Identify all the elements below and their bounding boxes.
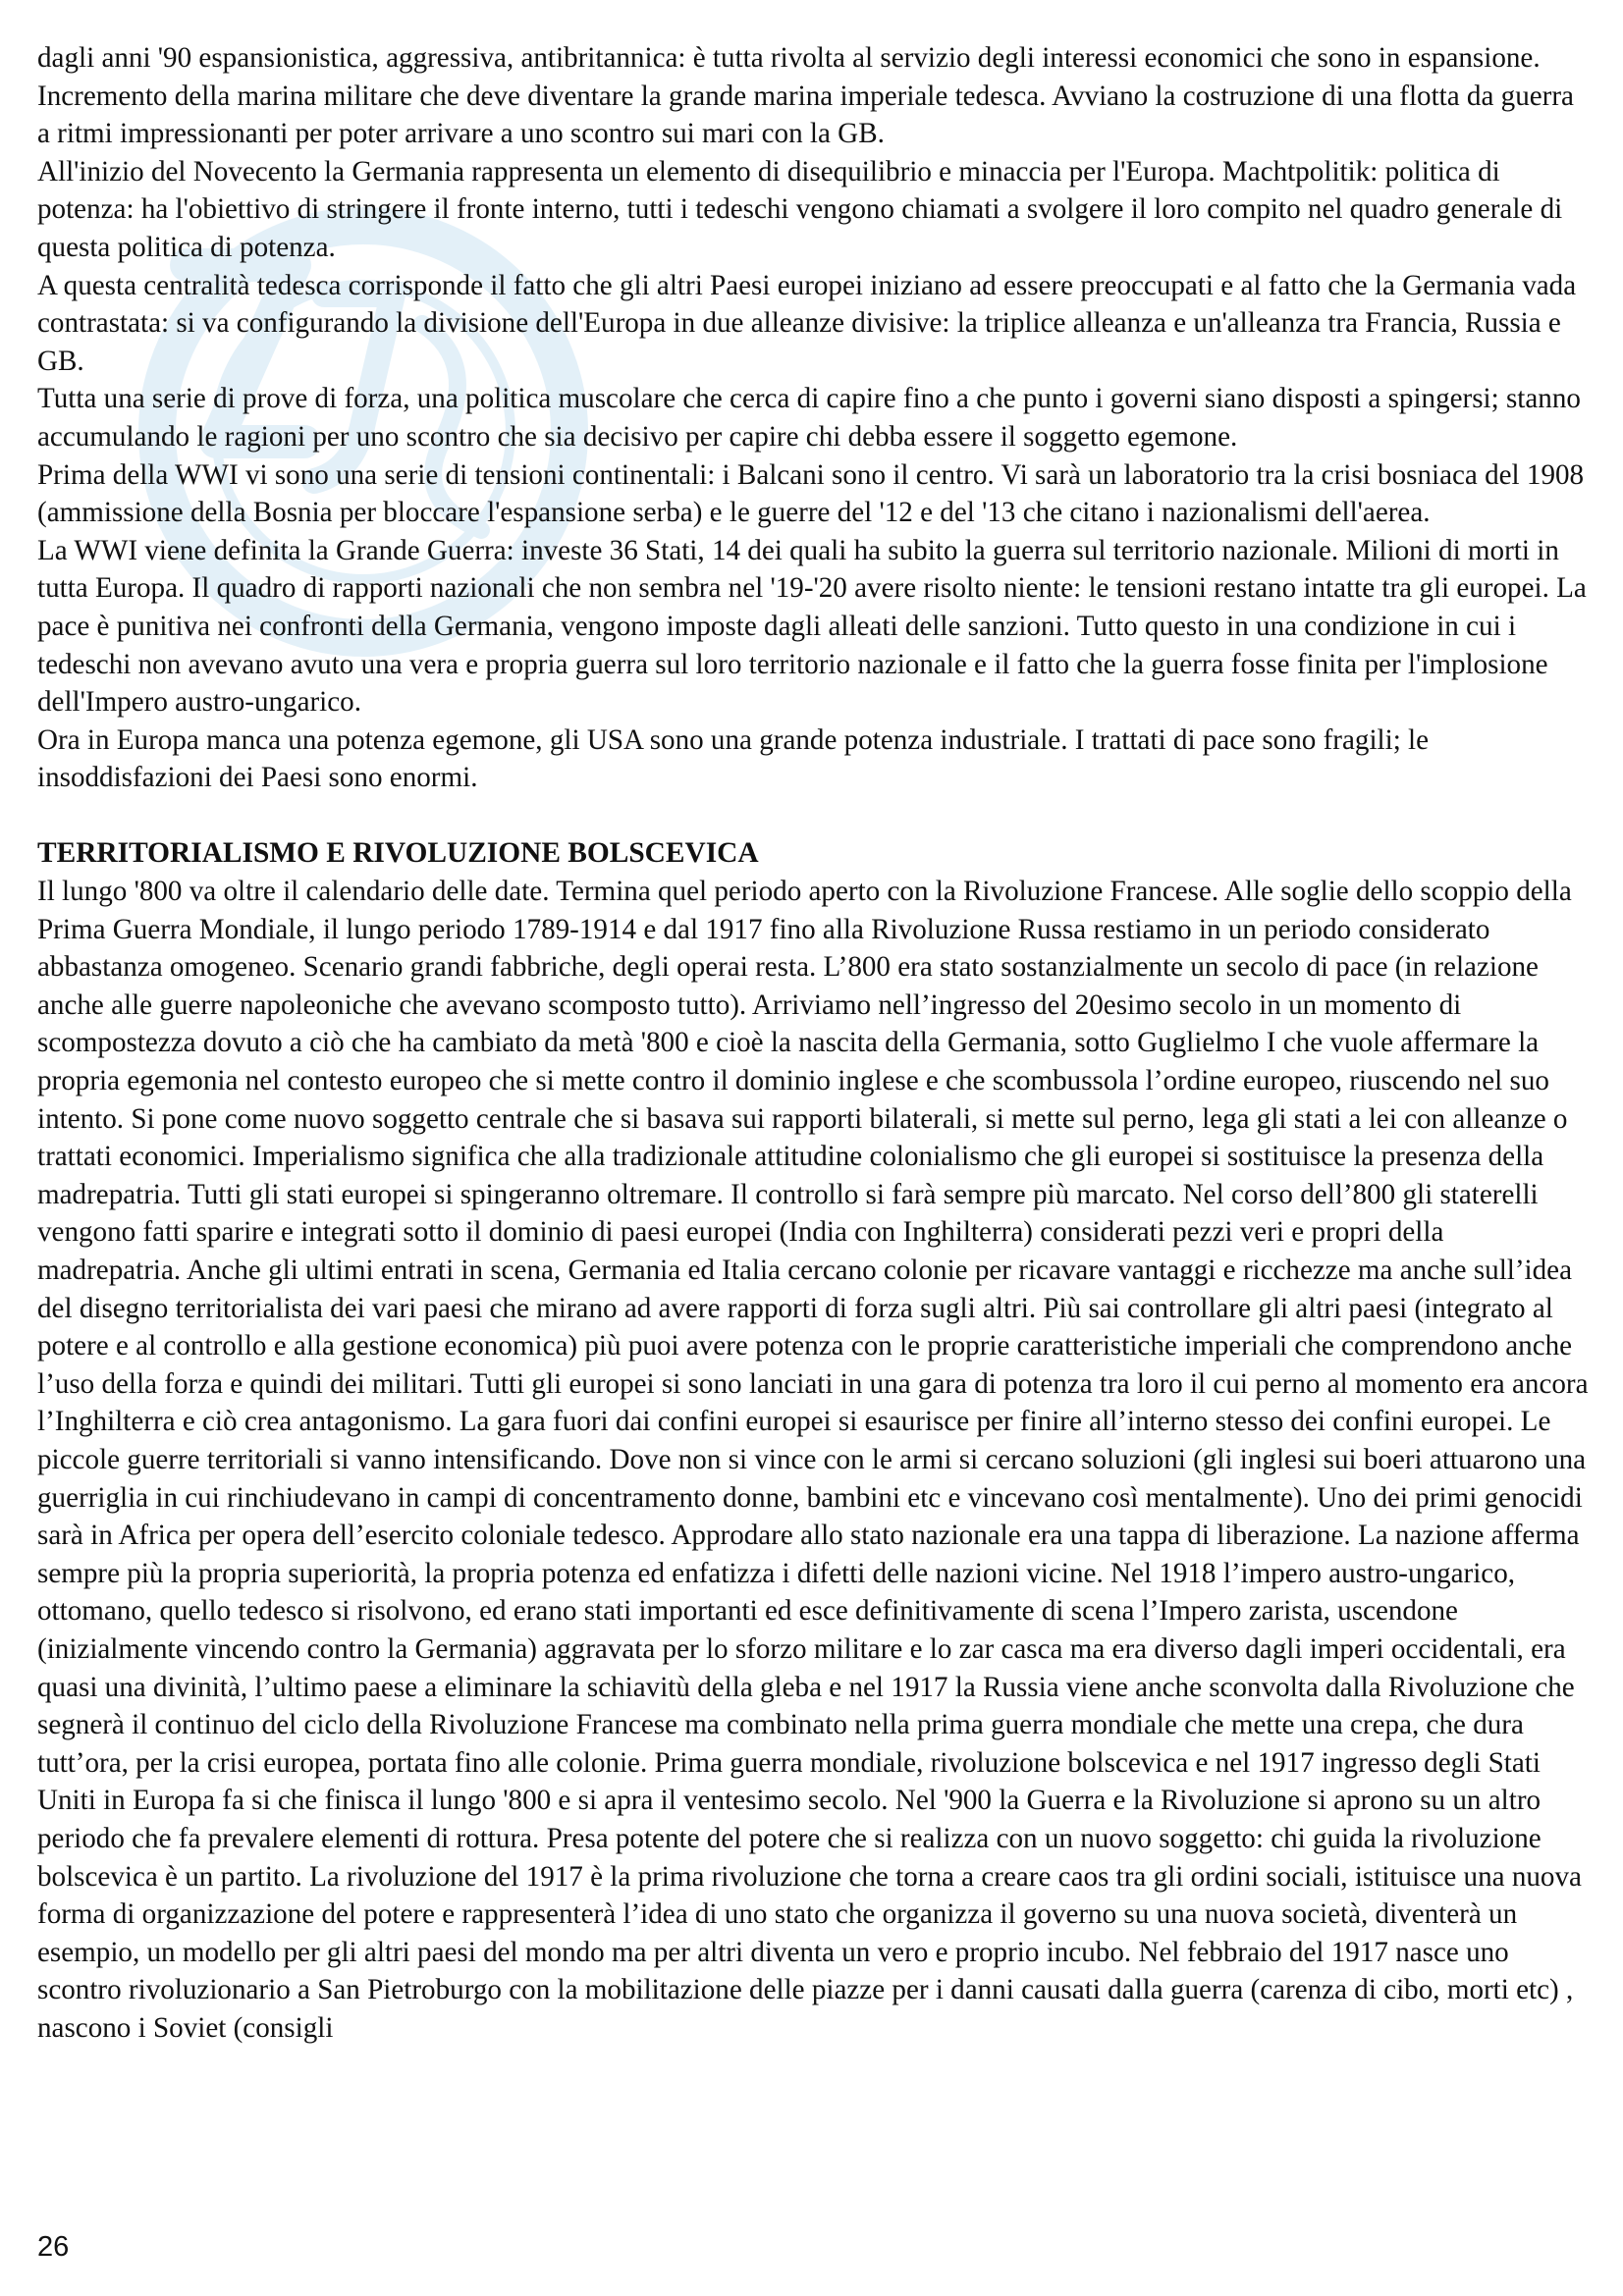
paragraph-1: dagli anni '90 espansionistica, aggressiva, antibritannica: è tutta rivolta al servizio degli interessi economici che sono in espansione. Incremento della marina militare che deve diventare la grande marina imperiale tedesca. Avviano la costruzione di una flotta da guerra a ritmi impressionanti per poter arrivare a uno scontro sui mari con la GB. xyxy=(37,42,1574,150)
paragraph-7: Ora in Europa manca una potenza egemone, gli USA sono una grande potenza industriale. I trattati di pace sono fragili; le insoddisfazioni dei Paesi sono enormi. xyxy=(37,723,1430,794)
section-spacer xyxy=(37,797,1594,835)
paragraph-3: A questa centralità tedesca corrisponde il fatto che gli altri Paesi europei iniziano ad essere preoccupati e al fatto che la Germania vada contrastata: si va configurando la divisione dell'Europa in due alleanze divisive: la triplice alleanza e un'alleanza tra Francia, Russia e GB. xyxy=(37,269,1577,377)
paragraph-2: All'inizio del Novecento la Germania rappresenta un elemento di disequilibrio e minaccia per l'Europa. Machtpolitik: politica di potenza: ha l'obiettivo di stringere il fronte interno, tutti i tedeschi vengono chiamati a svolgere il loro compito nel quadro generale di questa politica di potenza. xyxy=(37,155,1563,263)
page-number: 26 xyxy=(37,2231,70,2263)
document-page xyxy=(37,39,1594,2047)
paragraph-6: La WWI viene definita la Grande Guerra: investe 36 Stati, 14 dei quali ha subito la guerra sul territorio nazionale. Milioni di morti in tutta Europa. Il quadro di rapporti nazionali che non sembra nel '19-'20 avere risolto niente: le tensioni restano intatte tra gli europei. La pace è punitiva nei confronti della Germania, vengono imposte dagli alleati delle sanzioni. Tutto questo in una condizione in cui i tedeschi non avevano avuto una vera e propria guerra sul loro territorio nazionale e il fatto che la guerra fosse finita per l'implosione dell'Impero austro-ungarico. xyxy=(37,534,1587,719)
section-heading: TERRITORIALISMO E RIVOLUZIONE BOLSCEVICA xyxy=(37,837,759,870)
paragraph-4: Tutta una serie di prove di forza, una politica muscolare che cerca di capire fino a che punto i governi siano disposti a spingersi; stanno accumulando le ragioni per uno scontro che sia decisivo per capire chi debba essere il soggetto egemone. xyxy=(37,383,1581,453)
paragraph-5: Prima della WWI vi sono una serie di tensioni continentali: i Balcani sono il centro. Vi sarà un laboratorio tra la crisi bosniaca del 1908 (ammissione della Bosnia per bloccare l'espansione serba) e le guerre del '12 e del '13 che citano i nazionalismi dell'aerea. xyxy=(37,458,1585,529)
section-body: Il lungo '800 va oltre il calendario delle date. Termina quel periodo aperto con la Rivoluzione Francese. Alle soglie dello scoppio della Prima Guerra Mondiale, il lungo periodo 1789-1914 e dal 1917 fino alla Rivoluzione Russa restiamo in un periodo considerato abbastanza omogeneo. Scenario grandi fabbriche, degli operai resta. L’800 era stato sostanzialmente un secolo di pace (in relazione anche alle guerre napoleoniche che avevano scomposto tutto). Arriviamo nell’ingresso del 20esimo secolo in un momento di scompostezza dovuto a ciò che ha cambiato da metà '800 e cioè la nascita della Germania, sotto Guglielmo I che vuole affermare la propria egemonia nel contesto europeo che si mette contro il dominio inglese e che scombussola l’ordine europeo, riuscendo nel suo intento. Si pone come nuovo soggetto centrale che si basava sui rapporti bilaterali, si mette sul perno, lega gli stati a lei con alleanze o trattati economici. Imperialismo significa che alla tradizionale attitudine colonialismo che gli europei si sostituisce la presenza della madrepatria. Tutti gli stati europei si spingeranno oltremare. Il controllo si farà sempre più marcato. Nel corso dell’800 gli staterelli vengono fatti sparire e integrati sotto il dominio di paesi europei (India con Inghilterra) considerati pezzi veri e propri della madrepatria. Anche gli ultimi entrati in scena, Germania ed Italia cercano colonie per ricavare vantaggi e ricchezze ma anche sull’idea del disegno territorialista dei vari paesi che mirano ad avere rapporti di forza sugli altri. Più sai controllare gli altri paesi (integrato al potere e al controllo e alla gestione economica) più puoi avere potenza con le proprie caratteristiche imperiali che comprendono anche l’uso della forza e quindi dei militari. Tutti gli europei si sono lanciati in una gara di potenza tra loro il cui perno al momento era ancora l’Inghilterra e ciò crea antagonismo. La gara fuori dai confini europei si esaurisce per finire all’interno stesso dei confini europei. Le piccole guerre territoriali si vanno intensificando. Dove non si vince con le armi si cercano soluzioni (gli inglesi sui boeri attuarono una guerriglia in cui rinchiudevano in campi di concentramento donne, bambini etc e vincevano così mentalmente). Uno dei primi genocidi sarà in Africa per opera dell’esercito coloniale tedesco. Approdare allo stato nazionale era una tappa di liberazione. La nazione afferma sempre più la propria superiorità, la propria potenza ed enfatizza i difetti delle nazioni vicine. Nel 1918 l’impero austro-ungarico, ottomano, quello tedesco si risolvono, ed erano stati importanti ed esce definitivamente di scena l’Impero zarista, uscendone (inizialmente vincendo contro la Germania) aggravata per lo sforzo militare e lo zar casca ma era diverso dagli imperi occidentali, era quasi una divinità, l’ultimo paese a eliminare la schiavitù della gleba e nel 1917 la Russia viene anche sconvolta dalla Rivoluzione che segnerà il continuo del ciclo della Rivoluzione Francese ma combinato nella prima guerra mondiale che mette una crepa, che dura tutt’ora, per la crisi europea, portata fino alle colonie. Prima guerra mondiale, rivoluzione bolscevica e nel 1917 ingresso degli Stati Uniti in Europa fa si che finisca il lungo '800 e si apra il ventesimo secolo. Nel '900 la Guerra e la Rivoluzione si aprono su un altro periodo che fa prevalere elementi di rottura. Presa potente del potere che si realizza con un nuovo soggetto: chi guida la rivoluzione bolscevica è un partito. La rivoluzione del 1917 è la prima rivoluzione che torna a creare caos tra gli ordini sociali, istituisce una nuova forma di organizzazione del potere e rappresenterà l’idea di uno stato che organizza il governo su una nuova società, diventerà un esempio, un modello per gli altri paesi del mondo ma per altri diventa un vero e proprio incubo. Nel febbraio del 1917 nasce uno scontro rivoluzionario a San Pietroburgo con la mobilitazione delle piazze per i danni causati dalla guerra (carenza di cibo, morti etc) , nascono i Soviet (consigli xyxy=(37,876,1589,2044)
